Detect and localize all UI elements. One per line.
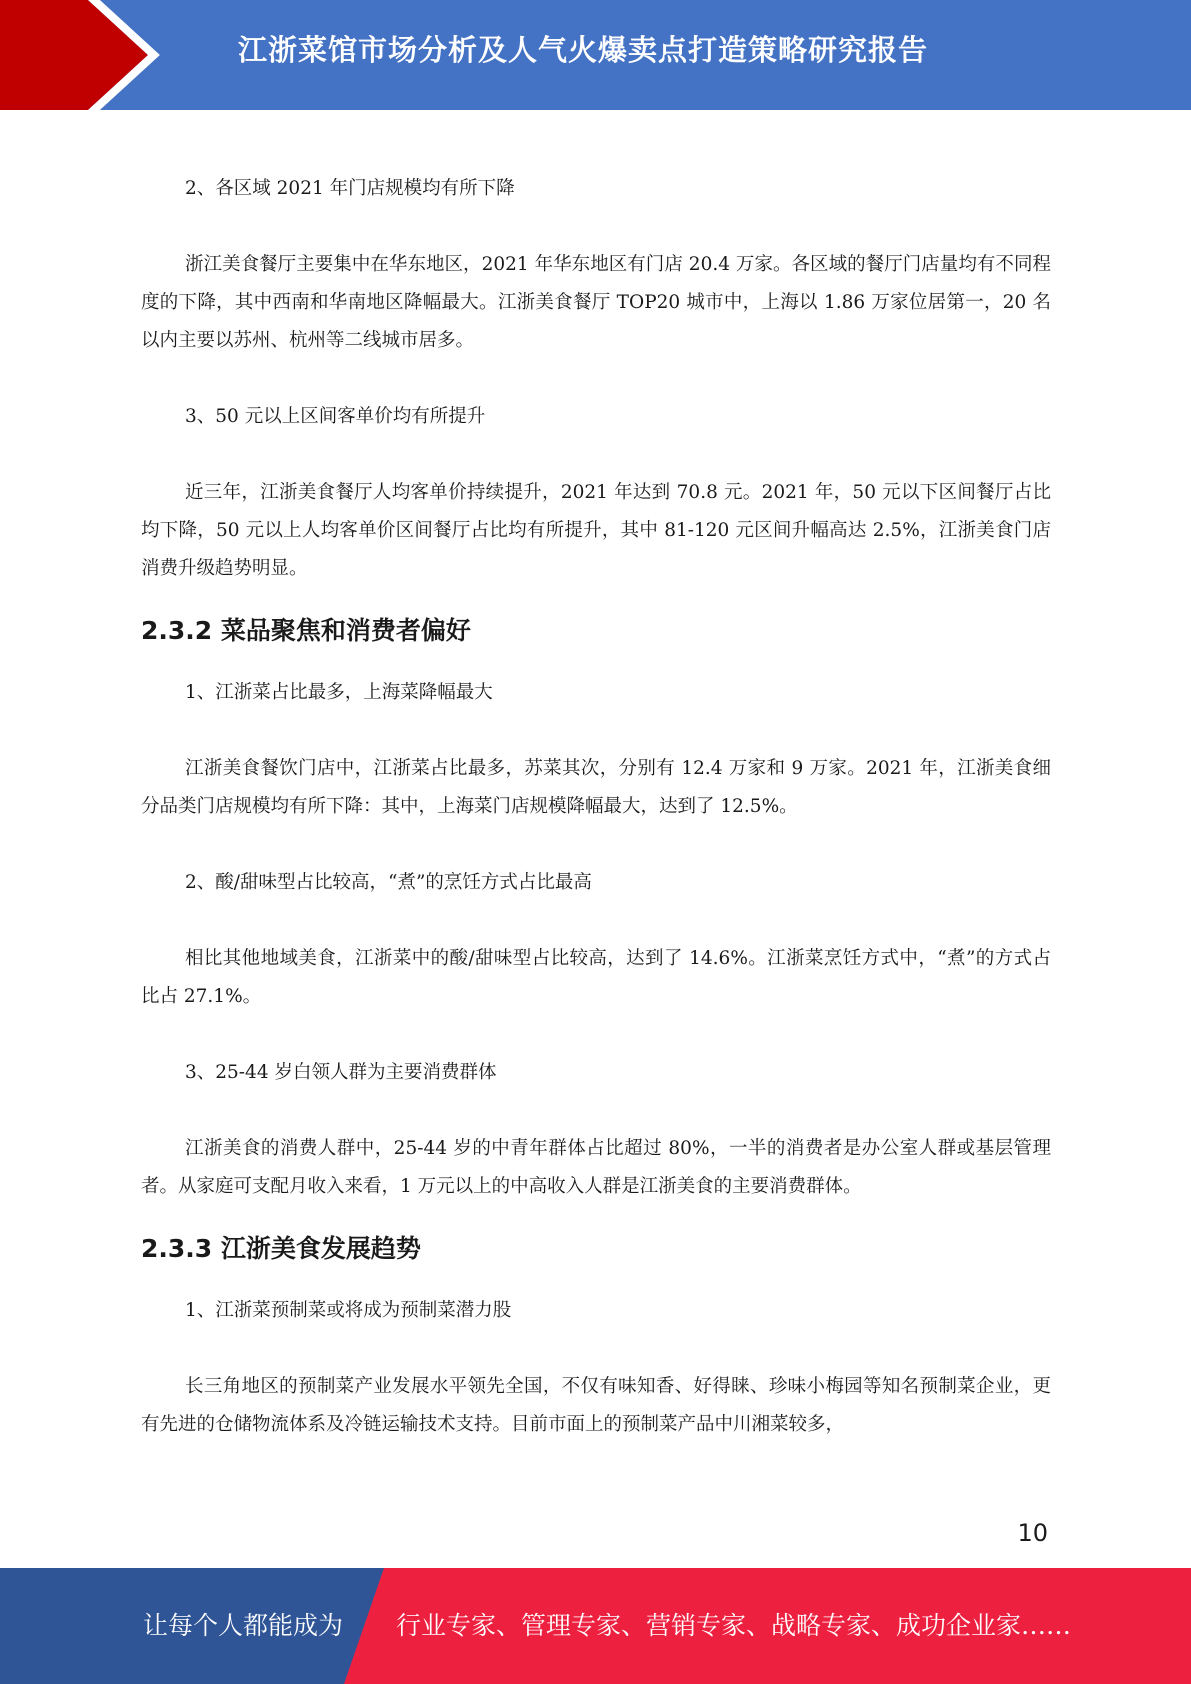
list-item: 3、50 元以上区间客单价均有所提升 (185, 406, 486, 427)
body-paragraph: 江浙美食的消费人群中，25-44 岁的中青年群体占比超过 80%，一半的消费者是办公室人群或基层管理者。从家庭可支配月收入来看，1 万元以上的中高收入人群是江浙美食的主要消费群体。 (141, 1138, 1051, 1197)
footer-slogan-left: 让每个人都能成为 (143, 1611, 344, 1640)
body-paragraph: 浙江美食餐厅主要集中在华东地区，2021 年华东地区有门店 20.4 万家。各区域的餐厅门店量均有不同程度的下降，其中西南和华南地区降幅最大。江浙美食餐厅 TOP20 城市中，上海以 1.86 万家位居第一，20 名以内主要以苏州、杭州等二线城市居多。 (141, 254, 1051, 351)
list-item: 2、酸/甜味型占比较高，“煮”的烹饪方式占比最高 (185, 872, 592, 893)
body-paragraph: 江浙美食餐饮门店中，江浙菜占比最多，苏菜其次，分别有 12.4 万家和 9 万家。2021 年，江浙美食细分品类门店规模均有所下降：其中，上海菜门店规模降幅最大，达到了 12.5%。 (141, 758, 1051, 817)
page-header (0, 0, 1191, 110)
list-item: 1、江浙菜预制菜或将成为预制菜潜力股 (185, 1300, 512, 1321)
page-number: 10 (1017, 1519, 1048, 1547)
list-item: 1、江浙菜占比最多，上海菜降幅最大 (185, 682, 493, 703)
list-item: 3、25-44 岁白领人群为主要消费群体 (185, 1062, 497, 1083)
document-title: 江浙菜馆市场分析及人气火爆卖点打造策略研究报告 (238, 33, 929, 67)
body-paragraph: 近三年，江浙美食餐厅人均客单价持续提升，2021 年达到 70.8 元。2021 年，50 元以下区间餐厅占比均下降，50 元以上人均客单价区间餐厅占比均有所提升，其中 81-120 元区间升幅高达 2.5%，江浙美食门店消费升级趋势明显。 (141, 482, 1051, 579)
report-body (141, 170, 1051, 1444)
section-heading: 2.3.2 菜品聚焦和消费者偏好 (141, 616, 471, 645)
page-footer (0, 1568, 1191, 1684)
list-item: 2、各区域 2021 年门店规模均有所下降 (185, 178, 515, 199)
body-paragraph: 相比其他地域美食，江浙菜中的酸/甜味型占比较高，达到了 14.6%。江浙菜烹饪方式中，“煮”的方式占比占 27.1%。 (141, 948, 1051, 1007)
section-heading: 2.3.3 江浙美食发展趋势 (141, 1234, 421, 1263)
body-paragraph: 长三角地区的预制菜产业发展水平领先全国，不仅有味知香、好得睐、珍味小梅园等知名预制菜企业，更有先进的仓储物流体系及冷链运输技术支持。目前市面上的预制菜产品中川湘菜较多， (141, 1376, 1051, 1435)
footer-slogan-right: 行业专家、管理专家、营销专家、战略专家、成功企业家…… (396, 1611, 1072, 1640)
